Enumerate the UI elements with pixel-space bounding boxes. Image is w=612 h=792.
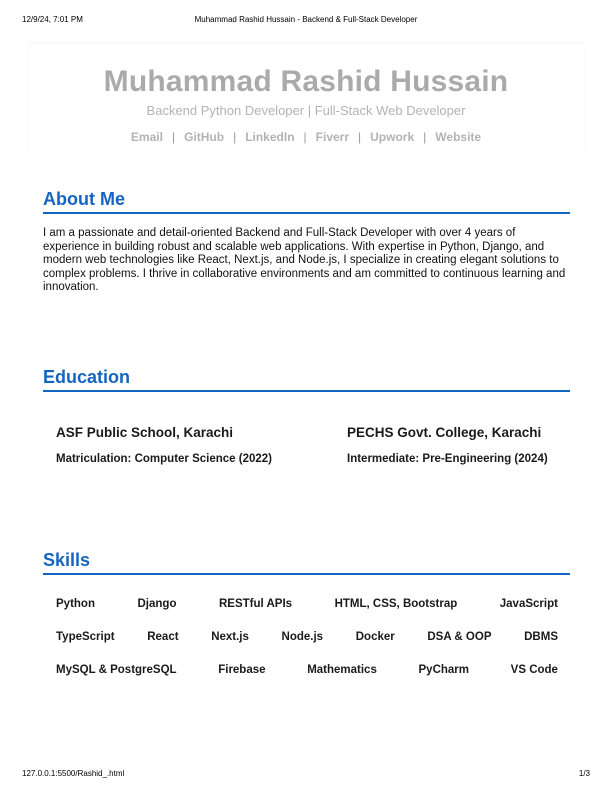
fiverr-link[interactable]: Fiverr	[315, 130, 350, 144]
education-heading: Education	[43, 367, 570, 392]
link-separator: |	[423, 130, 427, 144]
about-text: I am a passionate and detail-oriented Backend and Full-Stack Developer with over 4 years of experience in building robust and scalable web applications. With expertise in Python, Django, and modern web technologies like React, Next.js, and Node.js, I specialize in creating elegant solutions to complex problems. I thrive in collaborative environments and am committed to continuous learning and innovation.	[43, 227, 566, 293]
degree-text: Matriculation: Computer Science (2022)	[56, 453, 272, 465]
skill-item: Mathematics	[307, 664, 377, 676]
skill-item: Django	[137, 598, 177, 610]
about-heading: About Me	[43, 189, 570, 214]
skill-item: PyCharm	[418, 664, 470, 676]
link-separator: |	[171, 130, 176, 144]
school-name: ASF Public School, Karachi	[56, 425, 234, 440]
print-page-title: Muhammad Rashid Hussain - Backend & Full-Stack Developer	[194, 15, 418, 24]
skill-item: DSA & OOP	[427, 631, 492, 643]
print-page-number: 1/3	[578, 769, 590, 778]
linkedin-link[interactable]: LinkedIn	[245, 130, 295, 144]
website-link[interactable]: Website	[435, 130, 482, 144]
contact-links	[0, 130, 612, 144]
skills-row	[56, 664, 558, 676]
link-separator: |	[233, 130, 237, 144]
skills-row	[56, 598, 558, 610]
github-link[interactable]: GitHub	[184, 130, 225, 144]
print-datetime: 12/9/24, 7:01 PM	[22, 15, 83, 24]
skill-item: VS Code	[510, 664, 558, 676]
skill-item: TypeScript	[56, 631, 115, 643]
skills-heading: Skills	[43, 550, 570, 575]
skill-item: MySQL & PostgreSQL	[56, 664, 177, 676]
skill-item: React	[147, 631, 179, 643]
education-entry	[347, 425, 548, 465]
skill-item: RESTful APIs	[219, 598, 293, 610]
skill-item: Next.js	[211, 631, 249, 643]
skill-item: HTML, CSS, Bootstrap	[334, 598, 458, 610]
degree-text: Intermediate: Pre-Engineering (2024)	[347, 453, 548, 465]
skill-item: Python	[56, 598, 95, 610]
school-name: PECHS Govt. College, Karachi	[347, 425, 542, 440]
print-footer	[0, 769, 612, 781]
education-entry	[56, 425, 272, 465]
skill-item: Docker	[355, 631, 395, 643]
skill-item: JavaScript	[499, 598, 558, 610]
print-header	[0, 15, 612, 27]
link-separator: |	[358, 130, 362, 144]
skills-row	[56, 631, 558, 643]
skill-item: DBMS	[524, 631, 558, 643]
print-url: 127.0.0.1:5500/Rashid_.html	[22, 769, 125, 778]
email-link[interactable]: Email	[130, 130, 163, 144]
skill-item: Node.js	[281, 631, 324, 643]
resume-name: Muhammad Rashid Hussain	[103, 65, 509, 98]
resume-subtitle: Backend Python Developer | Full-Stack Web Developer	[146, 103, 466, 118]
skill-item: Firebase	[218, 664, 266, 676]
upwork-link[interactable]: Upwork	[370, 130, 415, 144]
link-separator: |	[303, 130, 307, 144]
